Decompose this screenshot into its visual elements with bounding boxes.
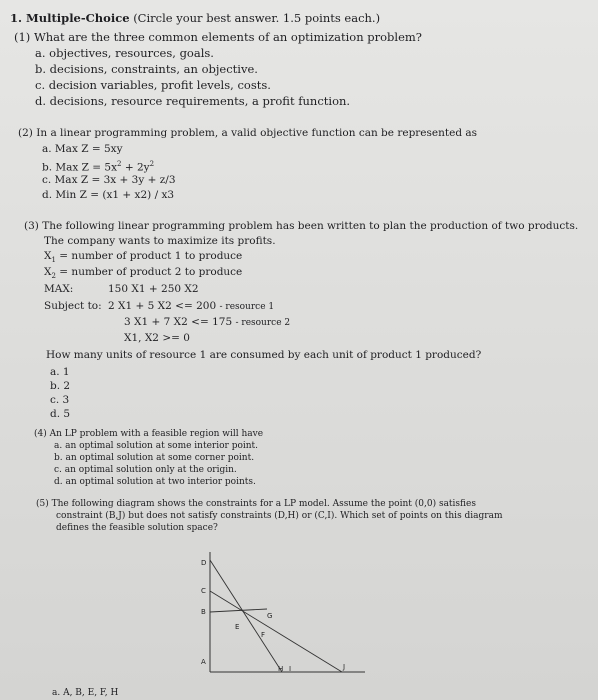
question-4-stem: (4) An LP problem with a feasible region will have xyxy=(34,429,264,439)
section-header xyxy=(10,12,380,25)
question-2-option-b[interactable]: b. Max $Z = 5x^2 + 2y^2$ xyxy=(42,160,155,174)
constraint-line-bg xyxy=(210,609,267,612)
question-3-variable-x1: $X_1$ = number of product 1 to produce xyxy=(44,250,243,265)
question-1-option-d[interactable]: d. decisions, resource requirements, a profit function. xyxy=(35,94,351,108)
point-label-f: F xyxy=(261,631,266,639)
point-label-h: H xyxy=(278,665,284,673)
question-4-option-b[interactable]: b. an optimal solution at some corner point. xyxy=(54,453,255,463)
point-label-i: I xyxy=(289,665,292,673)
question-3-option-a[interactable]: a. 1 xyxy=(50,366,70,378)
question-2-stem: (2) In a linear programming problem, a valid objective function can be represented as xyxy=(18,127,478,139)
question-3-question: How many units of resource 1 are consumed by each unit of product 1 produced? xyxy=(46,349,482,361)
question-3-option-d[interactable]: d. 5 xyxy=(50,408,71,420)
question-1-option-b[interactable]: b. decisions, constraints, an objective. xyxy=(35,62,258,76)
constraint-diagram xyxy=(190,552,370,677)
question-3-statement: The company wants to maximize its profits. xyxy=(44,235,276,247)
question-5-stem-line-2: constraint (B,J) but does not satisfy constraints (D,H) or (C,I). Which set of points on this diagram xyxy=(56,511,503,521)
question-4-option-c[interactable]: c. an optimal solution only at the origin. xyxy=(54,465,237,475)
question-1-stem: (1) What are the three common elements of an optimization problem? xyxy=(14,30,422,44)
question-3-constraint-2: 3 X1 + 7 X2 <= 175 - resource 2 xyxy=(124,316,291,328)
point-label-e: E xyxy=(235,623,240,631)
question-3-stem: (3) The following linear programming problem has been written to plan the production of two products. xyxy=(24,220,579,232)
question-1-option-c[interactable]: c. decision variables, profit levels, costs. xyxy=(35,78,271,92)
point-label-j: J xyxy=(343,663,346,671)
question-1-option-a[interactable]: a. objectives, resources, goals. xyxy=(35,46,214,60)
point-label-a: A xyxy=(201,658,206,666)
question-2-option-c[interactable]: c. Max Z = 3x + 3y + z/3 xyxy=(42,174,176,186)
point-label-c: C xyxy=(201,587,206,595)
constraint-line-cj xyxy=(210,591,342,672)
question-3-option-b[interactable]: b. 2 xyxy=(50,380,71,392)
point-label-b: B xyxy=(201,608,206,616)
question-5-stem-line-3: defines the feasible solution space? xyxy=(56,523,218,533)
point-label-g: G xyxy=(267,612,273,620)
question-2-option-a[interactable]: a. Max Z = 5xy xyxy=(42,143,123,155)
question-5-option-a[interactable]: a. A, B, E, F, H xyxy=(52,688,119,698)
question-2-option-d[interactable]: d. Min Z = (x1 + x2) / x3 xyxy=(42,189,175,201)
question-4-option-d[interactable]: d. an optimal solution at two interior points. xyxy=(54,477,256,487)
question-5-stem: (5) The following diagram shows the constraints for a LP model. Assume the point (0,0) satisfies xyxy=(36,499,476,509)
question-3-option-c[interactable]: c. 3 xyxy=(50,394,70,406)
question-4-option-a[interactable]: a. an optimal solution at some interior point. xyxy=(54,441,259,451)
question-3-objective: 150 X1 + 250 X2 xyxy=(108,283,199,295)
question-3-variable-x2: $X_2$ = number of product 2 to produce xyxy=(44,266,243,281)
section-title: 1. Multiple-Choice xyxy=(10,11,130,25)
question-3-subject-label: Subject to: xyxy=(44,300,102,312)
question-3-objective-label: MAX: xyxy=(44,283,74,295)
section-instructions: (Circle your best answer. 1.5 points each.) xyxy=(133,11,381,25)
question-3-nonnegativity: X1, X2 >= 0 xyxy=(124,332,190,344)
question-3-constraint-1: 2 X1 + 5 X2 <= 200 - resource 1 xyxy=(108,300,275,312)
point-label-d: D xyxy=(201,559,207,567)
